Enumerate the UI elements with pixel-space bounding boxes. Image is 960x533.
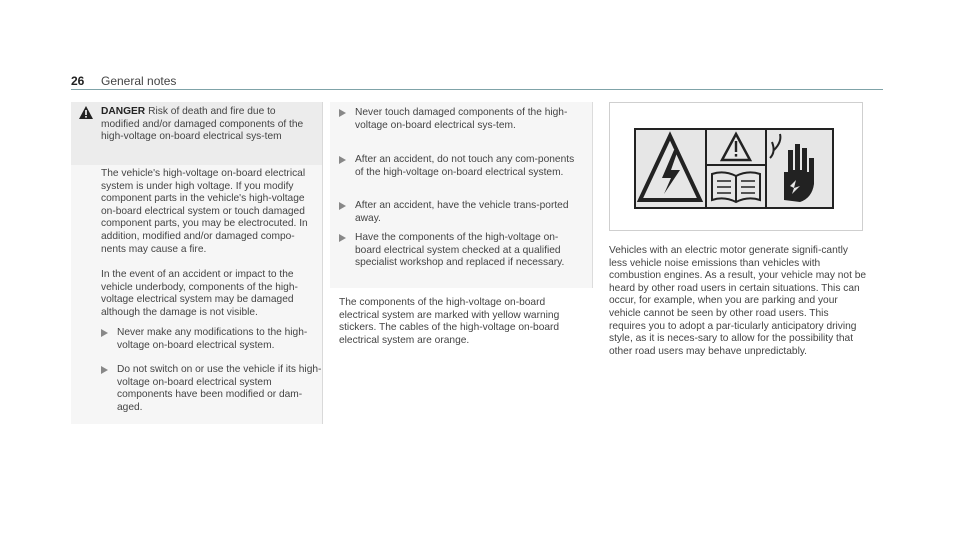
noise-paragraph: Vehicles with an electric motor generate signifi-cantly less vehicle noise emissions than vehicles with combustion engines. As a result, your vehicle may not be heard by other road users in certain situations. This can occur, for example, when you are parking and your vehicle cannot be seen by other road users. This requires you to adopt a par-ticularly anticipatory driving style, as it is neces-sary to allow for the possibility that other road users may behave unpredictably.	[609, 245, 867, 357]
arrow-bullet-icon	[101, 329, 108, 337]
column-divider	[322, 102, 323, 424]
danger-box	[71, 102, 322, 424]
bullet-text: After an accident, do not touch any com-ponents of the high-voltage on-board electrical system.	[355, 154, 575, 178]
header-rule	[71, 89, 883, 90]
danger-label: DANGER	[101, 106, 146, 117]
sticker-paragraph: The components of the high-voltage on-board electrical system are marked with yellow warning stickers. The cables of the high-voltage on-board electrical system are orange.	[339, 297, 560, 346]
sticker-image-frame	[609, 102, 863, 231]
danger-body	[71, 165, 322, 424]
arrow-bullet-icon	[339, 202, 346, 210]
danger-heading-band	[71, 102, 322, 165]
bullet-text: Have the components of the high-voltage on-board electrical system checked at a qualified specialist workshop and replaced if necessary.	[355, 232, 565, 269]
arrow-bullet-icon	[339, 109, 346, 117]
danger-paragraph-1: The vehicle's high-voltage on-board electrical system is under high voltage. If you modify component parts in the vehicle's high-voltage on-board electrical system or touch damaged component parts, you may be electrocuted. In addition, modified and/or damaged compo-nents may cause a fire.	[101, 168, 308, 255]
danger-paragraph-2: In the event of an accident or impact to the vehicle underbody, components of the high-voltage electrical system may be damaged although the damage is not visible.	[101, 269, 298, 318]
danger-heading-text: Risk of death and fire due to modified and/or damaged components of the high-voltage on-board electrical sys-tem	[101, 106, 304, 143]
bullet-text: Never touch damaged components of the high-voltage on-board electrical sys-tem.	[355, 107, 568, 131]
arrow-bullet-icon	[339, 234, 346, 242]
high-voltage-warning-sticker	[634, 128, 834, 209]
bullet-text: Do not switch on or use the vehicle if its high-voltage on-board electrical system components have been modified or dam-aged.	[117, 364, 322, 413]
arrow-bullet-icon	[101, 366, 108, 374]
bullet-text: After an accident, have the vehicle trans-ported away.	[355, 200, 569, 224]
warning-triangle-icon	[79, 106, 93, 119]
bullet-text: Never make any modifications to the high-voltage on-board electrical system.	[117, 327, 308, 351]
middle-box-edge	[592, 102, 593, 288]
danger-heading	[101, 106, 316, 144]
page-number: 26	[71, 74, 85, 88]
arrow-bullet-icon	[339, 156, 346, 164]
section-title: General notes	[101, 74, 177, 88]
